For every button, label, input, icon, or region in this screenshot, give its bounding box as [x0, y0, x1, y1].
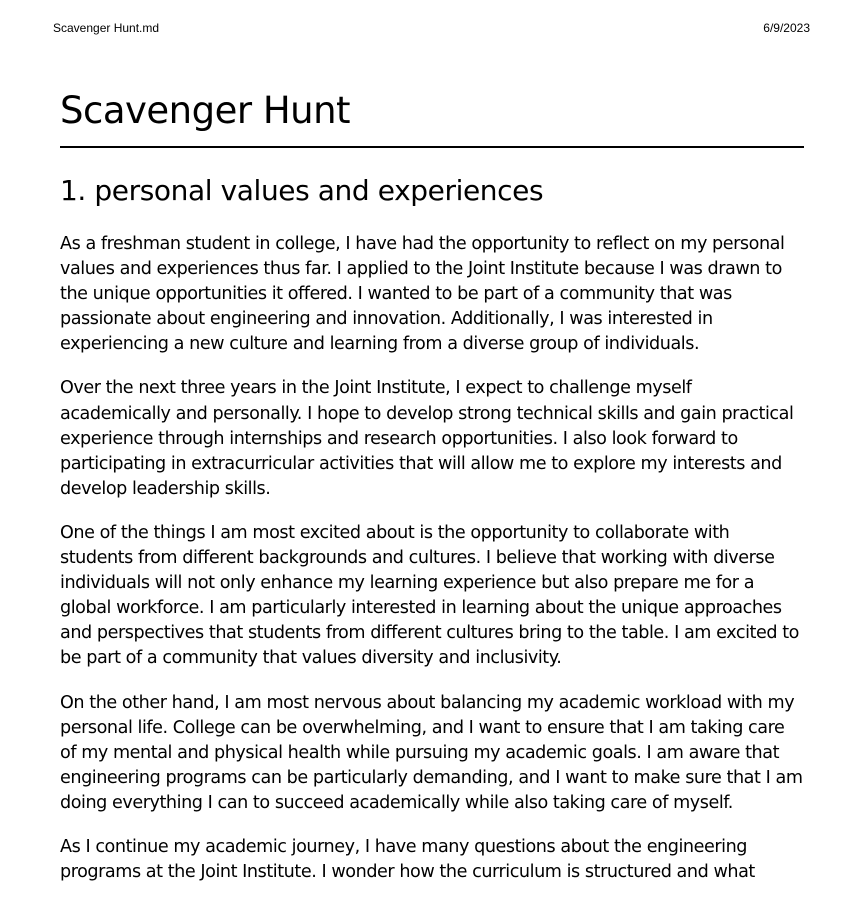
paragraph-3: One of the things I am most excited about is the opportunity to collaborate with students from different backgrounds and cultures. I believe that working with diverse individuals will not only enhance my learning experience but also prepare me for a global workforce. I am particularly interested in learning about the unique approaches and perspectives that students from different cultures bring to the table. I am excited to be part of a community that values diversity and inclusivity.: [60, 522, 799, 669]
paragraph-5: As I continue my academic journey, I have many questions about the engineering programs at the Joint Institute. I wonder how the curriculum is structured and what: [60, 836, 755, 883]
print-header: [0, 20, 861, 36]
paragraph-4: On the other hand, I am most nervous about balancing my academic workload with my personal life. College can be overwhelming, and I want to ensure that I am taking care of my mental and physical health while pursuing my academic goals. I am aware that engineering programs can be particularly demanding, and I want to make sure that I am doing everything I can to succeed academically while also taking care of myself.: [60, 692, 803, 813]
print-header-filename: Scavenger Hunt.md: [53, 21, 160, 35]
paragraph-1: As a freshman student in college, I have had the opportunity to reflect on my personal values and experiences thus far. I applied to the Joint Institute because I was drawn to the unique opportunities it offered. I wanted to be part of a community that was passionate about engineering and innovation. Additionally, I was interested in experiencing a new culture and learning from a diverse group of individuals.: [60, 234, 785, 355]
document-body: [60, 86, 804, 904]
section-heading: 1. personal values and experiences: [60, 174, 544, 207]
document-title: Scavenger Hunt: [60, 86, 804, 148]
paragraph-2: Over the next three years in the Joint Institute, I expect to challenge myself academically and personally. I hope to develop strong technical skills and gain practical experience through internships and research opportunities. I also look forward to participating in extracurricular activities that will allow me to explore my interests and develop leadership skills.: [60, 378, 794, 499]
print-header-date: 6/9/2023: [763, 21, 810, 35]
